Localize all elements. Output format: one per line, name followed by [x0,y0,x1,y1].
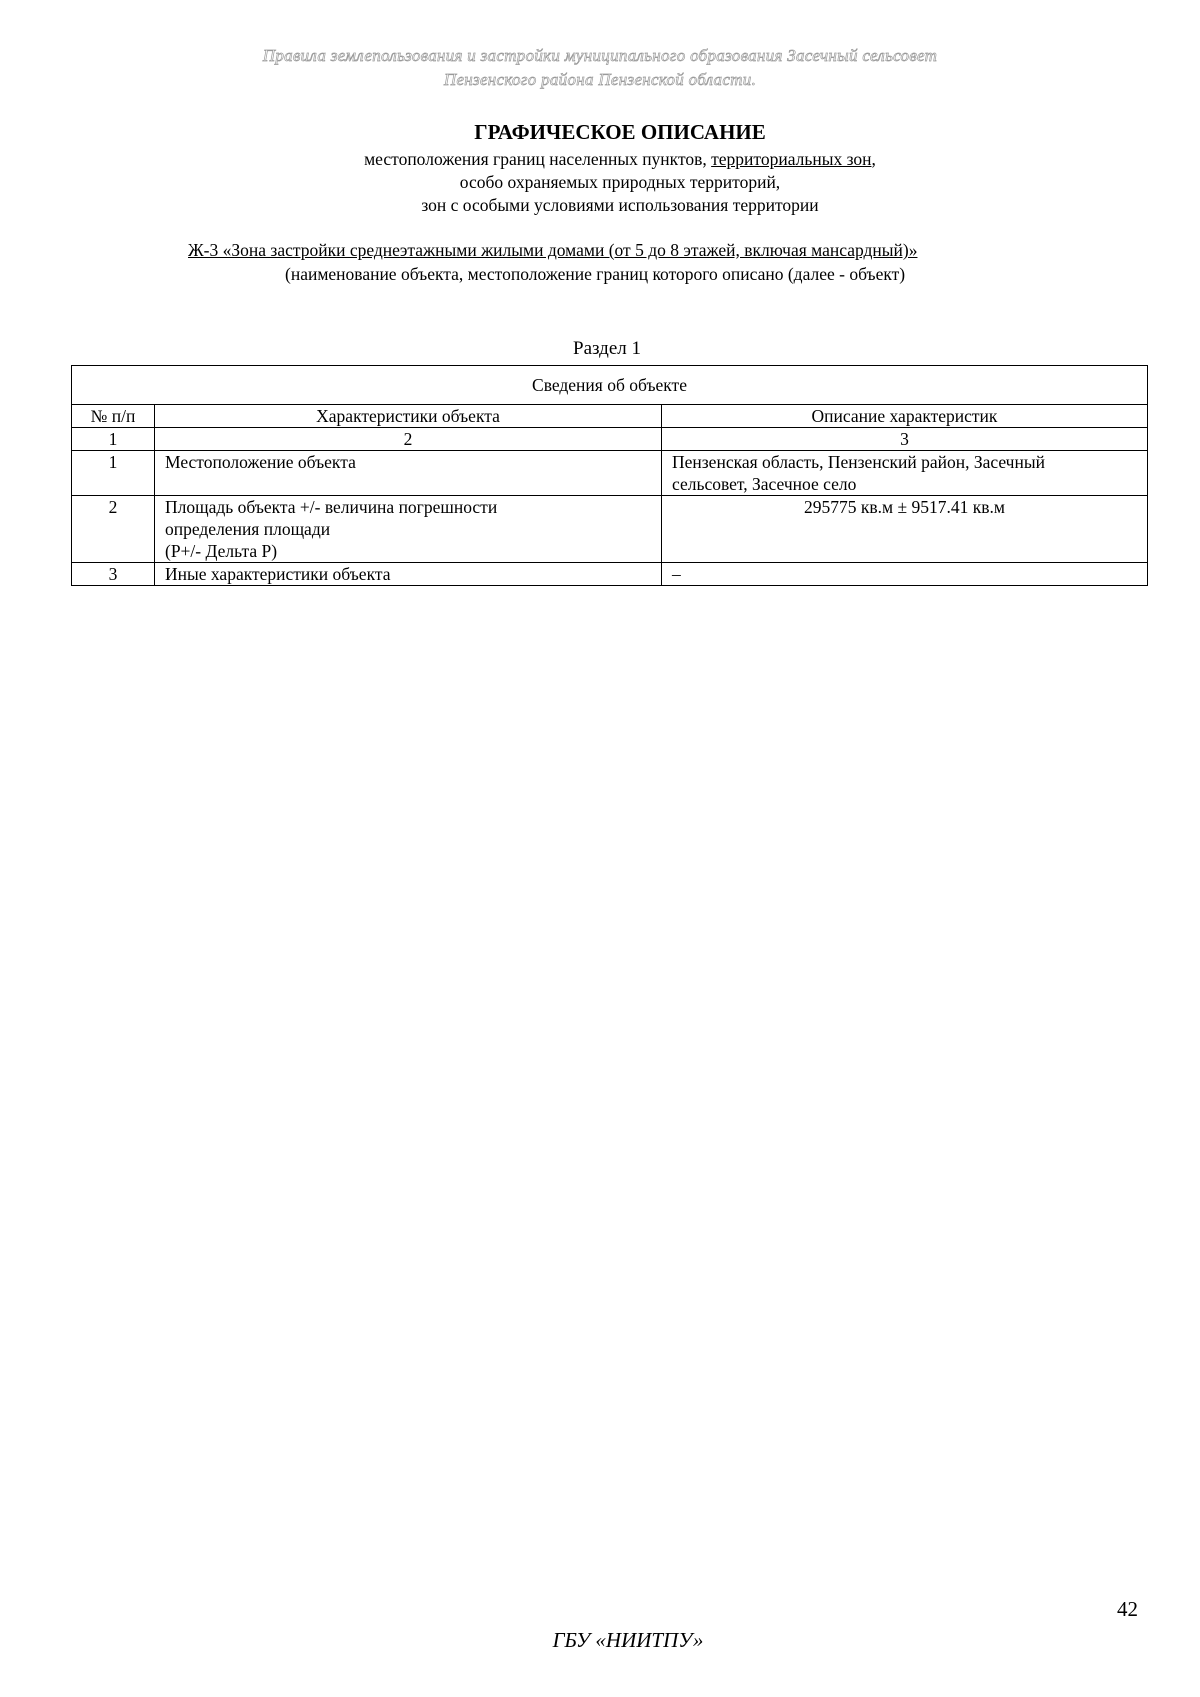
object-caption: (наименование объекта, местоположение границ которого описано (далее - объект) [285,264,906,284]
description-cell [662,451,1148,496]
table-column-number-row [72,428,1148,451]
table-header-cell: Характеристики объекта [155,405,662,428]
table-caption-row [72,366,1148,405]
characteristic-line: определения площади [165,519,331,539]
table-header-cell: Описание характеристик [662,405,1148,428]
object-info-table [71,365,1148,586]
object-name: Ж-3 «Зона застройки среднеэтажными жилыми домами (от 5 до 8 этажей, включая мансардный)» [188,240,918,260]
table-row [72,451,1148,496]
characteristic-cell [155,496,662,563]
page-number: 42 [1117,1597,1138,1621]
column-number-cell: 2 [155,428,662,451]
column-number-cell: 1 [72,428,155,451]
page-footer: ГБУ «НИИТПУ» [552,1628,704,1652]
characteristic-line: Иные характеристики объекта [165,564,391,584]
column-number-cell: 3 [662,428,1148,451]
document-subtitle [0,148,1200,217]
running-header-line-2: Пензенского района Пензенской области. [443,70,757,89]
characteristic-line: (Р+/- Дельта Р) [165,541,278,561]
document-title: ГРАФИЧЕСКОЕ ОПИСАНИЕ [474,120,766,144]
section-title: Раздел 1 [573,338,641,359]
description-line: 295775 кв.м ± 9517.41 кв.м [804,497,1005,517]
row-number-cell: 1 [72,451,155,496]
description-line: Пензенская область, Пензенский район, Засечный [672,452,1045,472]
row-number-cell: 3 [72,563,155,586]
subtitle-line-1-part-3: , [871,149,876,169]
description-line: сельсовет, Засечное село [672,474,857,494]
running-header [0,44,1200,92]
table-header-row [72,405,1148,428]
characteristic-cell [155,451,662,496]
subtitle-line-3: зон с особыми условиями использования территории [421,195,819,215]
description-cell [662,496,1148,563]
subtitle-line-1-underlined: территориальных зон [711,149,872,169]
description-cell [662,563,1148,586]
subtitle-line-1-part-1: местоположения границ населенных пунктов, [364,149,712,169]
table-row [72,496,1148,563]
subtitle-line-2: особо охраняемых природных территорий, [459,172,781,192]
running-header-line-1: Правила землепользования и застройки муниципального образования Засечный сельсовет [262,46,938,65]
characteristic-line: Площадь объекта +/- величина погрешности [165,497,498,517]
table-caption: Сведения об объекте [72,366,1148,405]
table-header-cell: № п/п [72,405,155,428]
row-number-cell: 2 [72,496,155,563]
table-row [72,563,1148,586]
characteristic-cell [155,563,662,586]
description-line: – [672,564,681,584]
subtitle-line-1 [0,148,1200,171]
characteristic-line: Местоположение объекта [165,452,356,472]
